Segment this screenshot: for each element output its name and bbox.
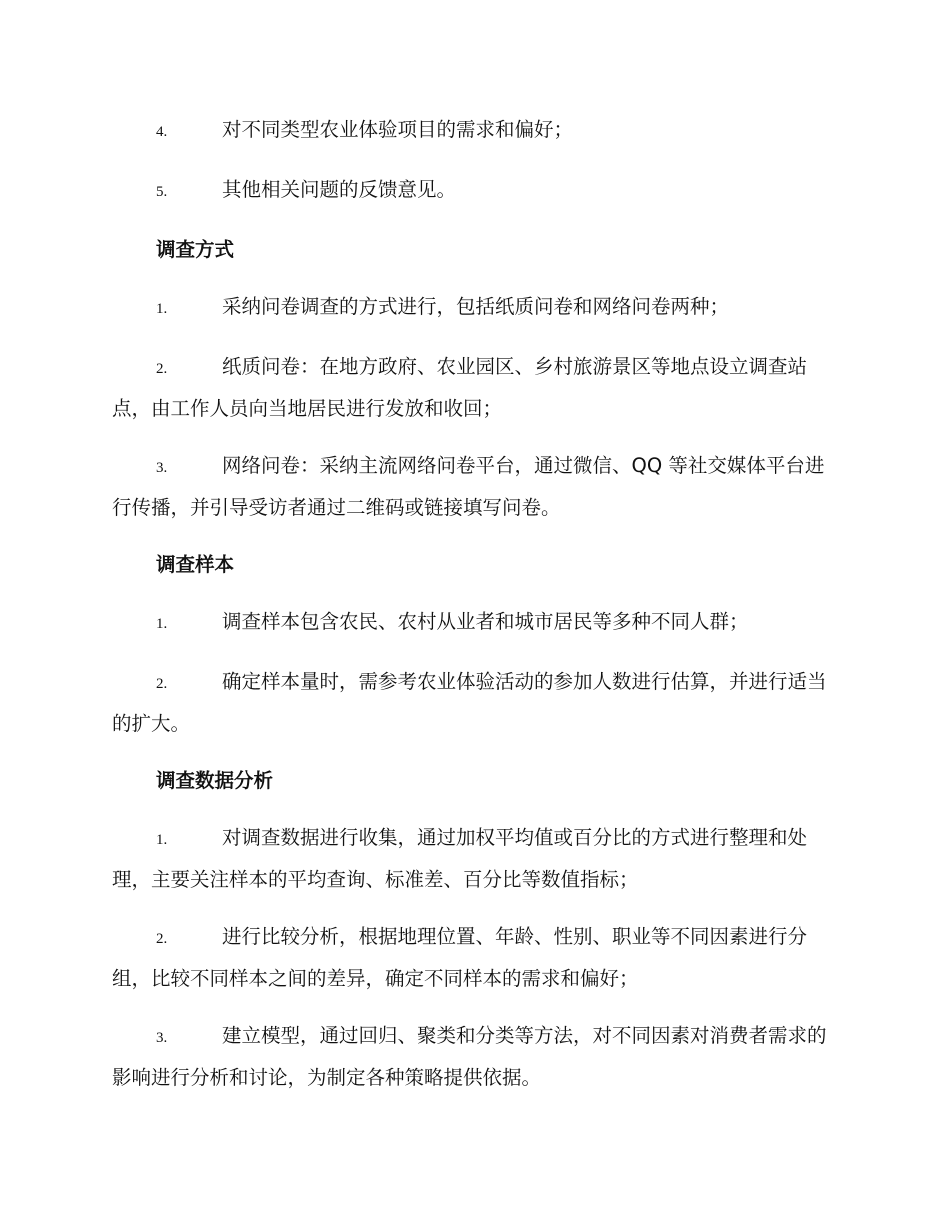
list-number: 3.: [156, 1030, 168, 1046]
list-number: 1.: [156, 616, 168, 632]
list-number: 1.: [156, 832, 168, 848]
list-number: 2.: [156, 931, 168, 947]
list-item: [112, 602, 834, 644]
section-heading-method: 调查方式: [156, 238, 235, 261]
list-number: 4.: [156, 124, 168, 140]
list-text: 调查样本包含农民、农村从业者和城市居民等多种不同人群；: [222, 610, 749, 633]
list-item: [112, 170, 834, 212]
list-number: 1.: [156, 301, 168, 317]
list-number: 5.: [156, 184, 168, 200]
list-item: [112, 1016, 834, 1097]
list-text: 网络问卷：采纳主流网络问卷平台，通过微信、QQ 等社交媒体平台进行传播，并引导受访者通过二维码或链接填写问卷。: [112, 454, 825, 519]
list-item: [112, 818, 834, 899]
list-text: 对调查数据进行收集，通过加权平均值或百分比的方式进行整理和处理，主要关注样本的平均查询、标准差、百分比等数值指标；: [112, 826, 808, 891]
list-number: 2.: [156, 361, 168, 377]
list-text: 确定样本量时，需参考农业体验活动的参加人数进行估算，并进行适当的扩大。: [112, 670, 827, 735]
document-body: [112, 110, 834, 1115]
section-heading-sample: 调查样本: [156, 553, 235, 576]
list-text: 进行比较分析，根据地理位置、年龄、性别、职业等不同因素进行分组，比较不同样本之间的差异，确定不同样本的需求和偏好；: [112, 925, 808, 990]
list-item: [112, 110, 834, 152]
list-text: 其他相关问题的反馈意见。: [222, 178, 457, 201]
list-number: 3.: [156, 460, 168, 476]
list-number: 2.: [156, 676, 168, 692]
list-text: 建立模型，通过回归、聚类和分类等方法，对不同因素对消费者需求的影响进行分析和讨论，为制定各种策略提供依据。: [112, 1024, 827, 1089]
list-text: 对不同类型农业体验项目的需求和偏好；: [222, 118, 574, 141]
list-text: 纸质问卷：在地方政府、农业园区、乡村旅游景区等地点设立调查站点，由工作人员向当地居民进行发放和收回；: [112, 355, 808, 420]
list-item: [112, 662, 834, 743]
list-item: [112, 446, 834, 527]
list-item: [112, 287, 834, 329]
section-heading-analysis: 调查数据分析: [156, 769, 274, 792]
list-text: 采纳问卷调查的方式进行，包括纸质问卷和网络问卷两种；: [222, 295, 730, 318]
list-item: [112, 917, 834, 998]
list-item: [112, 347, 834, 428]
